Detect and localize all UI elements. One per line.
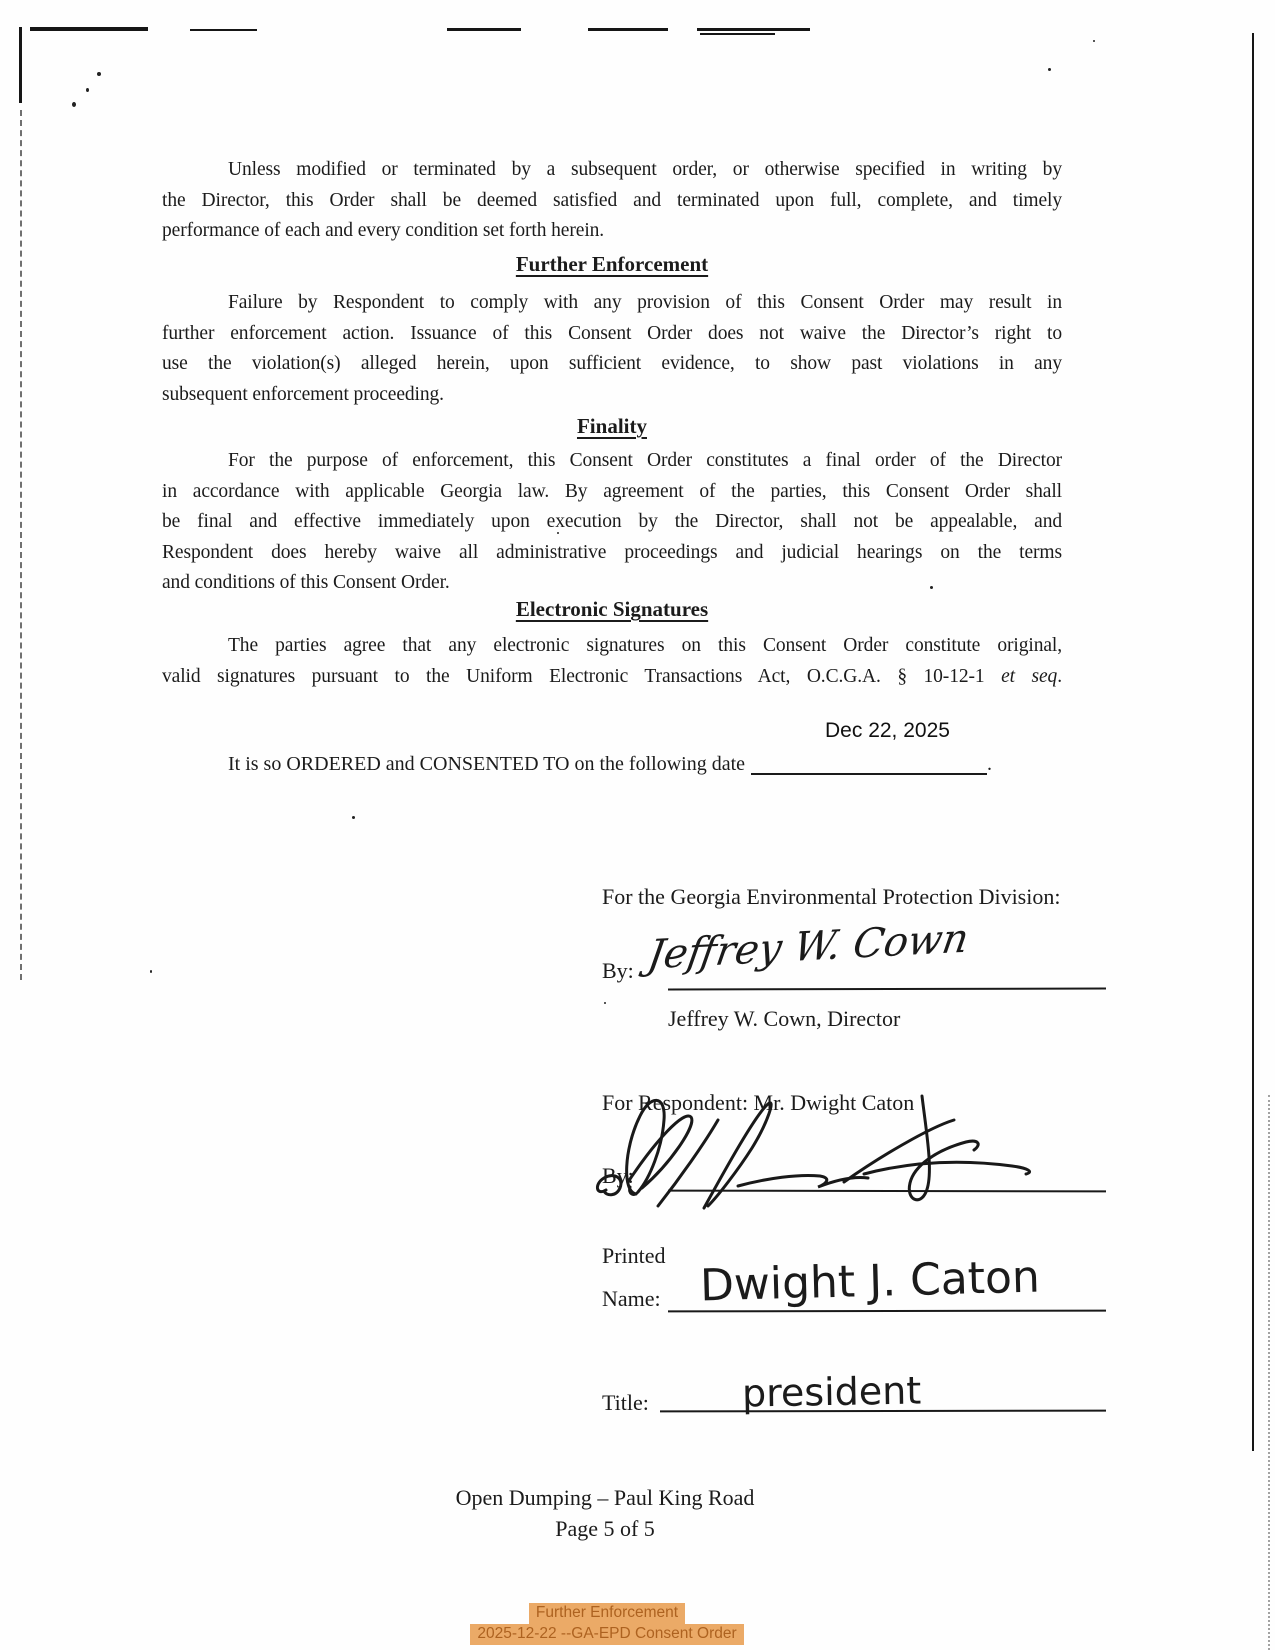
paragraph-line: For the purpose of enforcement, this Consent Order constitutes a final order of the Director — [228, 450, 1062, 471]
paragraph-line: performance of each and every condition set forth herein. — [162, 220, 605, 241]
period: . — [1057, 665, 1062, 687]
latin-phrase: et seq — [1001, 665, 1058, 687]
respondent-signature-scribble — [592, 1082, 1044, 1220]
bookmark-further-enforcement[interactable]: Further Enforcement — [529, 1603, 685, 1624]
epd-for-line: For the Georgia Environmental Protection Division: — [602, 884, 1061, 909]
scan-artifact-left-line — [19, 27, 22, 103]
respondent-title-handwriting: president — [741, 1368, 922, 1416]
paragraph-line: Respondent does hereby waive all administrative proceedings and judicial hearings on the terms — [162, 541, 1062, 563]
intro-paragraph — [162, 155, 1062, 247]
footer-page-number: Page 5 of 5 — [555, 1516, 655, 1541]
paragraph-line: Unless modified or terminated by a subsequent order, or otherwise specified in writing by — [228, 159, 1062, 180]
paragraph-line: the Director, this Order shall be deemed satisfied and terminated upon full, complete, and timely — [162, 189, 1062, 211]
epd-signature-line — [668, 988, 1106, 991]
paragraph-line — [162, 662, 1062, 693]
scan-speck — [604, 1002, 606, 1004]
bookmark-consent-order[interactable]: 2025-12-22 --GA-EPD Consent Order — [470, 1624, 743, 1645]
date-underline — [751, 719, 987, 775]
paragraph-line-text: valid signatures pursuant to the Uniform Electronic Transactions Act, O.C.G.A. § 10-12-1 — [162, 665, 985, 687]
scan-artifact-top-line — [30, 27, 148, 31]
order-consent-text: It is so ORDERED and CONSENTED TO on the following date — [228, 753, 746, 775]
scan-speck — [1048, 68, 1051, 71]
page-footer — [105, 1482, 1105, 1544]
heading-finality: Finality — [576, 414, 647, 438]
scan-artifact-top-line — [190, 29, 257, 31]
scan-artifact-top-line — [588, 28, 668, 31]
title-label: Title: — [602, 1390, 649, 1415]
scan-speck — [150, 970, 152, 973]
paragraph-line: subsequent enforcement proceeding. — [162, 383, 444, 405]
respondent-for-line: For Respondent: Mr. Dwight Caton — [602, 1090, 915, 1115]
printed-name-line — [668, 1310, 1106, 1313]
respondent-printed-name-handwriting: Dwight J. Caton — [699, 1251, 1041, 1312]
scan-speck — [1093, 40, 1095, 42]
electronic-signatures-paragraph — [162, 631, 1062, 692]
heading-electronic-signatures: Electronic Signatures — [515, 597, 709, 621]
pdf-bookmark-annotations — [0, 1603, 1214, 1645]
paragraph-line: in accordance with applicable Georgia law. By agreement of the parties, this Consent Order shall — [162, 480, 1062, 502]
paragraph-line: further enforcement action. Issuance of this Consent Order does not waive the Director’s right to — [162, 322, 1062, 344]
epd-signed-name: Jeffrey W. Cown, Director — [668, 1006, 901, 1031]
paragraph-line: The parties agree that any electronic signatures on this Consent Order constitute original, — [228, 635, 1062, 656]
period: . — [987, 753, 993, 775]
date-field-value[interactable]: Dec 22, 2025 — [825, 719, 950, 742]
scan-artifact-top-line — [700, 33, 775, 35]
printed-label: Printed — [602, 1243, 666, 1268]
order-consent-date-line — [162, 719, 1102, 779]
further-enforcement-paragraph — [162, 288, 1062, 410]
scan-artifact-left-dashes — [20, 110, 22, 980]
respondent-by-label: By: — [602, 1163, 634, 1188]
name-label: Name: — [602, 1286, 661, 1311]
paragraph-line: and conditions of this Consent Order. — [162, 572, 450, 593]
title-line — [660, 1410, 1106, 1413]
epd-by-label: By: — [602, 958, 634, 983]
scan-artifact-top-line — [697, 28, 810, 31]
paragraph-line: Failure by Respondent to comply with any provision of this Consent Order may result in — [228, 292, 1062, 313]
scan-speck — [97, 72, 101, 76]
epd-signature-script: Jeffrey W. Cown — [644, 915, 972, 979]
finality-paragraph — [162, 446, 1062, 599]
scan-artifact-top-line — [447, 28, 521, 31]
scan-speck — [352, 816, 355, 819]
footer-case-line: Open Dumping – Paul King Road — [455, 1485, 755, 1510]
paragraph-line: be final and effective immediately upon execution by the Director, shall not be appealable, and — [162, 511, 1062, 532]
scan-artifact-right-line — [1252, 33, 1254, 1451]
scan-speck — [86, 88, 89, 92]
scan-speck — [72, 102, 76, 107]
heading-further-enforcement: Further Enforcement — [515, 252, 709, 276]
scan-artifact-right-dots — [1268, 1095, 1270, 1650]
paragraph-line: use the violation(s) alleged herein, upon sufficient evidence, to show past violations in any — [162, 353, 1062, 374]
